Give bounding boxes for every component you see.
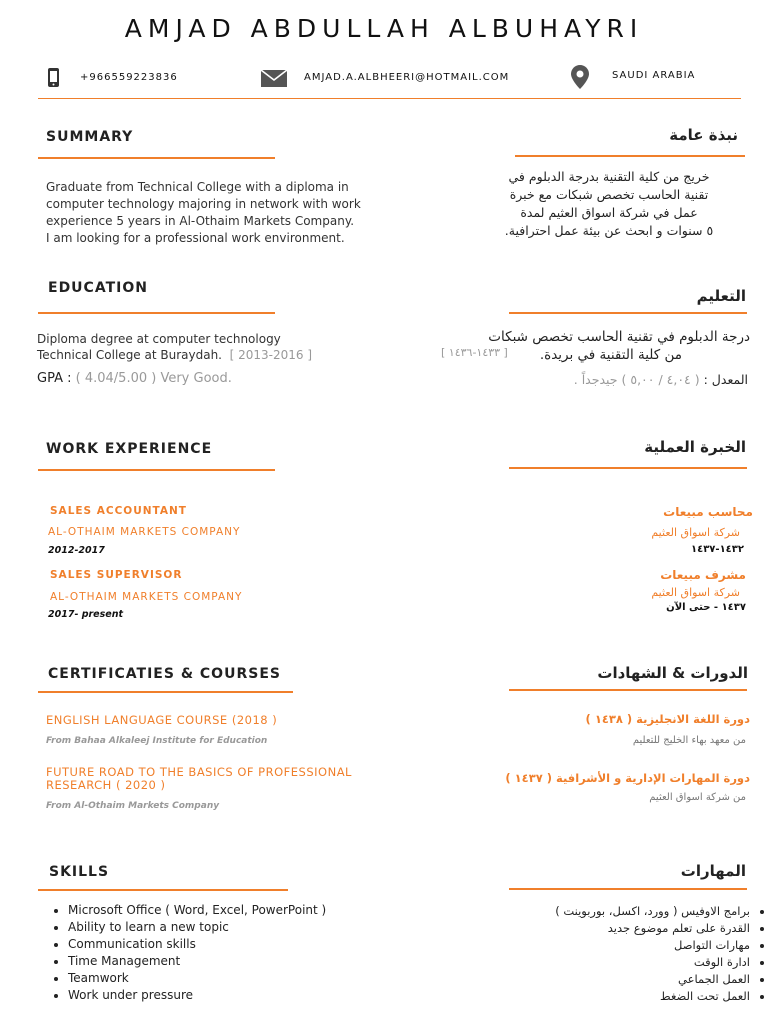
summary-line-ar: عمل في شركة اسواق العثيم لمدة [520, 205, 698, 220]
skill-item: • Ability to learn a new topic [68, 919, 398, 936]
summary-line: I am looking for a professional work environment. [46, 231, 345, 245]
work-title: WORK EXPERIENCE [46, 441, 213, 457]
skills-underline-ar [509, 888, 747, 890]
summary-title-ar: نبذة عامة [669, 126, 738, 144]
work-title-ar: الخبرة العملية [644, 438, 746, 456]
certs-underline-ar [509, 689, 747, 691]
job-dates: 2012-2017 [48, 545, 105, 556]
job-dates: 2017- present [48, 609, 124, 620]
education-underline [38, 312, 275, 314]
gpa-value: ( 4.04/5.00 ) Very Good. [75, 371, 232, 386]
summary-title: SUMMARY [46, 129, 134, 145]
summary-line: Graduate from Technical College with a diploma in [46, 180, 349, 194]
education-line: Technical College at Buraydah. [37, 348, 222, 362]
summary-underline-ar [515, 155, 745, 157]
gpa-ar [540, 371, 748, 389]
education-line-ar: درجة الدبلوم في تقنية الحاسب تخصص شبكات [488, 329, 750, 345]
job-company-ar: شركة اسواق العثيم [651, 586, 740, 599]
work-underline-ar [509, 467, 747, 469]
skill-item-ar: • مهارات التواصل [460, 937, 750, 954]
job-dates-ar: ١٤٣٧ - حتى الآن [666, 602, 746, 613]
skill-item-ar: • ادارة الوقت [460, 954, 750, 971]
course-source: From Bahaa Alkaleej Institute for Education [46, 736, 268, 746]
certs-title-ar: الدورات & الشهادات [597, 664, 748, 682]
education-years-ar: [ ١٤٣٣-١٤٣٦ ] [441, 346, 508, 359]
education-line-ar: من كلية التقنية في بريدة. [539, 347, 682, 363]
course-name: FUTURE ROAD TO THE BASICS OF PROFESSIONAL RESEARCH ( 2020 ) [46, 765, 352, 792]
summary-text-ar [478, 168, 740, 240]
course-name: ENGLISH LANGUAGE COURSE (2018 ) [46, 713, 278, 727]
skill-item-ar: • القدرة على تعلم موضوع جديد [460, 920, 750, 937]
education-years: [ 2013-2016 ] [229, 348, 313, 362]
skill-item: • Teamwork [68, 970, 398, 987]
skills-title: SKILLS [49, 864, 110, 880]
job-dates-ar: ١٤٣٢-١٤٣٧ [691, 544, 744, 555]
skill-item-ar: • العمل الجماعي [460, 971, 750, 988]
course-source-ar: من معهد بهاء الخليج للتعليم [632, 735, 746, 746]
course-name-ar: دورة اللغة الانجليزية ( ١٤٣٨ ) [585, 712, 750, 726]
gpa-value-ar: ( ٤,٠٤ / ٥,٠٠ ) جيدجداً . [573, 372, 700, 387]
job-title: SALES SUPERVISOR [50, 569, 183, 581]
phone-number: +966559223836 [80, 72, 178, 83]
job-company: AL-OTHAIM MARKETS COMPANY [50, 591, 243, 603]
summary-line: experience 5 years in Al-Othaim Markets Company. [46, 214, 355, 228]
job-company-ar: شركة اسواق العثيم [651, 526, 740, 539]
work-underline [38, 469, 275, 471]
summary-line-ar: تقنية الحاسب تخصص شبكات مع خبرة [509, 187, 709, 202]
phone-icon [47, 67, 60, 92]
job-company: AL-OTHAIM MARKETS COMPANY [48, 526, 241, 538]
education-text [37, 331, 367, 363]
envelope-icon [261, 70, 287, 91]
skills-underline [38, 889, 288, 891]
course-source: From Al-Othaim Markets Company [46, 801, 220, 811]
skill-item: • Time Management [68, 953, 398, 970]
skill-item: • Communication skills [68, 936, 398, 953]
education-title: EDUCATION [48, 280, 148, 296]
course-source-ar: من شركة اسواق العثيم [649, 792, 746, 803]
education-line: Diploma degree at computer technology [37, 332, 281, 346]
header-divider [38, 98, 741, 99]
skills-list [48, 902, 398, 1004]
map-pin-icon [571, 65, 589, 93]
skill-item-ar: • برامج الاوفيس ( وورد، اكسل، بوربوينت ) [460, 903, 750, 920]
candidate-name: AMJAD ABDULLAH ALBUHAYRI [124, 14, 644, 43]
job-title-ar: مشرف مبيعات [660, 568, 746, 582]
summary-line: computer technology majoring in network with work [46, 197, 361, 211]
course-name-ar: دورة المهارات الإدارية و الأشرافية ( ١٤٣٧ ) [505, 771, 750, 785]
gpa-label: GPA : [37, 371, 72, 386]
skill-item: • Work under pressure [68, 987, 398, 1004]
skills-title-ar: المهارات [680, 862, 746, 880]
certs-title: CERTIFICATIES & COURSES [48, 666, 281, 682]
job-title: SALES ACCOUNTANT [50, 505, 187, 517]
skill-item-ar: • العمل تحت الضغط [460, 988, 750, 1005]
summary-underline [38, 157, 275, 159]
education-title-ar: التعليم [696, 287, 746, 305]
certs-underline [38, 691, 293, 693]
summary-line-ar: خريج من كلية التقنية بدرجة الدبلوم في [508, 169, 710, 184]
gpa-label-ar: المعدل : [703, 372, 748, 387]
skill-item: • Microsoft Office ( Word, Excel, PowerPoint ) [68, 902, 398, 919]
summary-text [46, 179, 376, 247]
summary-line-ar: ٥ سنوات و ابحث عن بيئة عمل احترافية. [504, 223, 714, 238]
education-underline-ar [509, 312, 747, 314]
email-address: AMJAD.A.ALBHEERI@HOTMAIL.COM [304, 72, 510, 83]
skills-list-ar [460, 903, 768, 1005]
location: SAUDI ARABIA [612, 70, 696, 81]
gpa [37, 371, 232, 386]
job-title-ar: محاسب مبيعات [663, 505, 753, 519]
